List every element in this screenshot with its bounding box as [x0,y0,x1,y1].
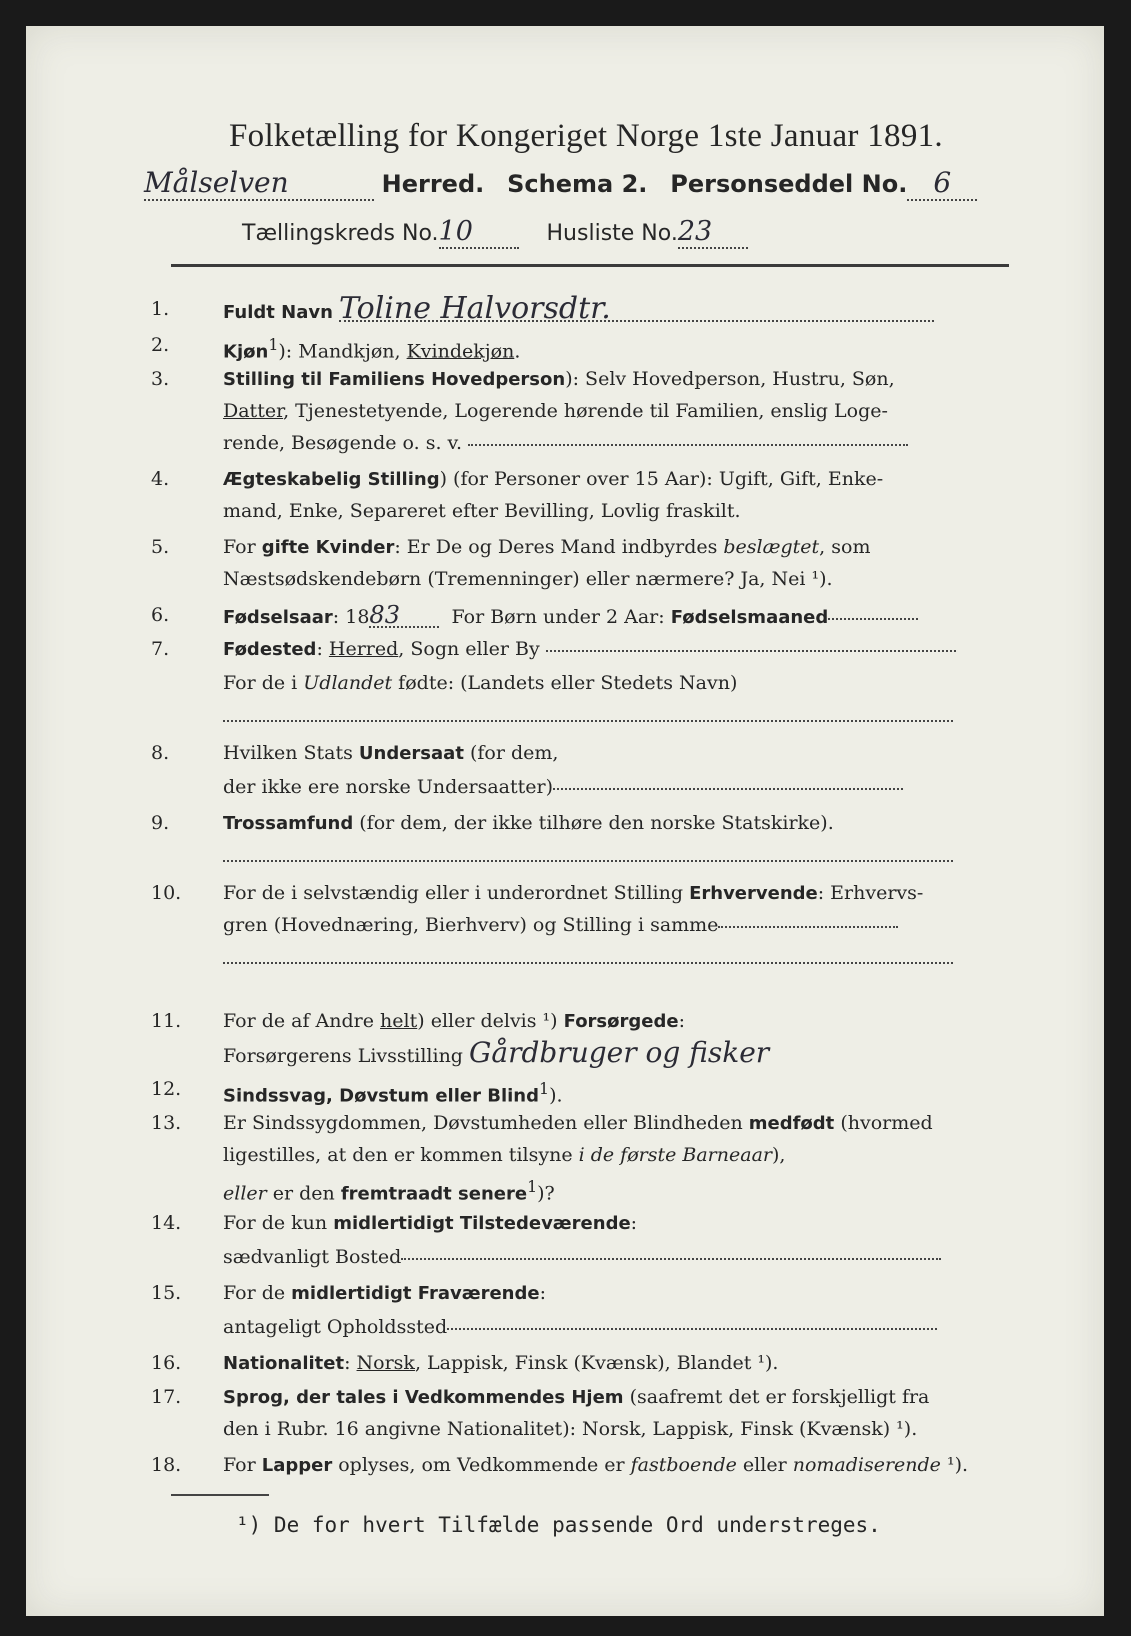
item-text: ): Mandkjøn, [278,340,407,363]
item-label: midlertidigt Tilstedeværende [333,1213,631,1234]
item-text: (for dem, der ikke tilhøre den norske Statskirke). [353,812,834,834]
item-label: fremtraadt senere [340,1183,528,1205]
item-label: Forsørgede [563,1011,679,1032]
item-text: (saafremt det er forskjelligt fra [623,1386,930,1408]
schema-label: Schema 2. [507,170,648,198]
item-text: (for dem, [463,742,559,764]
husliste-label: Husliste No. [546,221,678,246]
item-label: Fødselsmaaned [670,607,829,628]
item-text: mand, Enke, Separeret efter Bevilling, Lovlig fraskilt. [223,500,741,522]
item-number: 8. [151,742,170,764]
item-text: rende, Besøgende o. s. v. [223,432,463,454]
item-text: nomadiserende [792,1454,941,1476]
item-text: , Sogn eller By [398,638,540,660]
item-number: 14. [151,1212,182,1234]
item-text: , Lappisk, Finsk (Kvænsk), Blandet ¹). [414,1352,779,1374]
answer-line [828,617,918,620]
item-text: : [316,638,329,660]
item-text: For de [223,1282,292,1304]
item-label: Nationalitet [223,1353,345,1374]
item-text: For Børn under 2 Aar: [451,606,671,628]
item-text: i de første Barneaar [578,1144,772,1166]
item-text: ) eller delvis ¹) [417,1010,564,1032]
item-number: 15. [151,1282,182,1304]
item-number: 13. [151,1112,182,1134]
item-label: Fødested [223,639,317,660]
item-text: Er Sindssygdommen, Døvstumheden eller Blindheden [223,1112,749,1134]
item-text: ): Selv Hovedperson, Hustru, Søn, [565,368,895,390]
kreds-line [242,216,748,249]
item-text: : Erhvervs- [817,882,924,904]
header-rule [171,264,1009,267]
provider-occupation-value: Gårdbruger og fisker [469,1036,770,1069]
item-text: Udlandet [303,672,393,694]
item-number: 10. [151,882,182,904]
item-text: beslægtet [723,536,820,558]
birth-year-value: 83 [369,604,439,628]
item-text: : [630,1212,638,1234]
item-text: : [539,1282,546,1304]
item-text: , Tjenestetyende, Logerende hørende til Familien, enslig Loge- [283,400,888,422]
item-text: : Er De og Deres Mand indbyrdes [394,536,724,558]
selected-option: Norsk [356,1352,415,1374]
husliste-value: 23 [678,216,748,249]
full-name-value: Toline Halvorsdtr. [339,298,934,322]
selected-option: Kvindekjøn [406,340,515,363]
item-text: ). [549,1084,563,1107]
item-text: For de af Andre [223,1010,381,1032]
item-number: 2. [151,334,170,356]
item-label: Erhvervende [689,883,818,904]
item-text: er den [266,1182,341,1205]
item-text: eller [736,1454,793,1476]
item-number: 17. [151,1386,182,1408]
kreds-value: 10 [439,216,519,249]
answer-line [468,443,908,446]
answer-line [223,859,953,862]
footnote-mark: 1 [527,1177,538,1196]
answer-line [223,719,953,722]
item-number: 16. [151,1352,182,1374]
item-text: For de i [223,672,304,694]
item-text: , som [819,536,871,558]
item-text: ligestilles, at den er kommen tilsyne [223,1144,579,1166]
item-text: For de kun [223,1212,334,1234]
item-text: den i Rubr. 16 angivne Nationalitet): Norsk, Lappisk, Finsk (Kvænsk) ¹). [223,1418,918,1440]
footnote-mark: 1 [538,1079,550,1098]
item-number: 5. [151,536,170,558]
item-text: Hvilken Stats [223,742,359,764]
item-text: Næstsødskendebørn (Tremenninger) eller nærmere? Ja, Nei ¹). [223,568,833,590]
item-label: Sindssvag, Døvstum eller Blind [223,1085,539,1107]
item-label: gifte Kvinder [261,537,395,558]
item-label: Trossamfund [223,813,354,834]
item-number: 3. [151,368,170,390]
answer-line [447,1327,937,1330]
item-text: : [344,1352,357,1374]
item-number: 11. [151,1010,182,1032]
item-label: Undersaat [358,743,464,764]
item-text: : 18 [332,606,370,628]
answer-line [401,1257,941,1260]
item-label: Fuldt Navn [223,302,333,323]
item-text: For [223,1454,262,1476]
answer-line [546,649,956,652]
item-text: ¹). [940,1454,969,1476]
answer-line [718,925,898,928]
selected-option: Datter [223,400,284,422]
item-label: Kjøn [223,341,269,363]
item-label: Sprog, der tales i Vedkommendes Hjem [223,1387,624,1408]
item-number: 18. [151,1454,182,1476]
item-text: oplyses, om Vedkommende er [332,1454,631,1476]
item-number: 12. [151,1078,182,1100]
selected-option: Herred [328,638,399,660]
footnote: ¹) De for hvert Tilfælde passende Ord understreges. [236,1513,881,1537]
item-label: Fødselsaar [223,607,333,628]
herred-value: Målselven [144,166,374,201]
item-text: der ikke ere norske Undersaatter) [223,776,553,798]
item-label: Lapper [261,1455,333,1476]
item-text: fødte: (Landets eller Stedets Navn) [392,672,738,694]
item-text: Forsørgerens Livsstilling [223,1045,463,1067]
item-number: 9. [151,812,170,834]
answer-line [553,787,903,790]
form-title: Folketælling for Kongeriget Norge 1ste Januar 1891. [229,118,943,154]
item-text: gren (Hovednæring, Bierhverv) og Stilling i samme [223,914,719,936]
item-label: medfødt [748,1113,835,1134]
item-number: 4. [151,468,170,490]
item-text: eller [223,1182,267,1205]
item-text: For de i selvstændig eller i underordnet Stilling [223,882,690,904]
census-form-page: Folketælling for Kongeriget Norge 1ste Januar 1891. Målselven Herred. Schema 2. Personseddel No. 6 Tællingskreds No.10 Husliste No.23 1. Fuldt Navn Toline Halvorsdtr. 2. Kjøn$^1$): Mandkjøn, Kvindekjøn. 3. Stilling til Familiens Hovedperson): Selv Hovedperson, Hustru, Søn, Datter, Tjenestetyende, Logerende hørende til Familien, enslig Loge- rende, Besøgende o. s. v. 4. Ægteskabelig Stilling) (for Personer over 15 Aar): Ugift, Gift, Enke- mand, Enke, Separeret efter Bevilling, Lovlig fraskilt. 5. For gifte Kvinder: Er De og Deres Mand indbyrdes beslægtet, som Næstsødskendebørn (Tremenninger) eller nærmere? Ja, Nei ¹). 6. Fødselsaar: 1883 For Børn under 2 Aar: Fødselsmaaned 7. Fødested: Herred, Sogn eller By For de i Udlandet fødte: (Landets eller Stedets Navn) 8. Hvilken Stats Undersaat (for dem, der ikke ere norske Undersaatter) 9. Trossamfund (for dem, der ikke tilhøre den norske Statskirke). 10. For de i selvstændig eller i underordnet Stilling Erhvervende: Erhvervs- gren (Hovednæring, Bierhverv) og Stilling i samme 11. For de af Andre helt) eller delvis ¹) Forsørgede: Forsørgerens Livsstilling Gårdbruger og fisker 12. Sindssvag, Døvstum eller Blind$^1$). 13. Er Sindssygdommen, Døvstumheden eller Blindheden medfødt (hvormed ligestilles, at den er kommen tilsyne i de første Barneaar), eller er den fremtraadt senere$^1$)? 14. For de kun midlertidigt Tilstedeværende: sædvanligt Bosted 15. For de midlertidigt Fraværende: antageligt Opholdssted 16. Nationalitet: Norsk, Lappisk, Finsk (Kvænsk), Blandet ¹). 17. Sprog, der tales i Vedkommendes Hjem (saafremt det er forskjelligt fra den i Rubr. 16 angivne Nationalitet): Norsk, Lappisk, Finsk (Kvænsk) ¹). 18. For Lapper oplyses, om Vedkommende er fastboende eller nomadiserende ¹). ¹) De for hvert Tilfælde passende Ord understreges. [26,26,1104,1616]
item-text: sædvanligt Bosted [223,1246,402,1268]
answer-line [223,961,953,964]
item-text: fastboende [630,1454,737,1476]
item-number: 7. [151,638,170,660]
personseddel-label: Personseddel No. [670,170,908,198]
item-text: (hvormed [834,1112,933,1134]
item-text: )? [537,1182,555,1205]
herred-label: Herred. [381,170,485,198]
item-text: ) (for Personer over 15 Aar): Ugift, Gift, Enke- [439,468,884,490]
item-text: . [514,340,521,363]
kreds-label: Tællingskreds No. [242,221,439,246]
herred-line [144,166,977,201]
item-number: 6. [151,604,170,626]
item-label: midlertidigt Fraværende [291,1283,540,1304]
footnote-rule [171,1494,269,1496]
item-text: For [223,536,262,558]
item-label: Ægteskabelig Stilling [223,469,440,490]
footnote-mark: 1 [268,335,279,354]
item-number: 1. [151,298,170,320]
item-label: Stilling til Familiens Hovedperson [223,369,566,390]
personseddel-value: 6 [907,166,977,201]
item-text: antageligt Opholdssted [223,1316,448,1338]
item-text: ), [772,1144,786,1166]
selected-option: helt [380,1010,418,1032]
